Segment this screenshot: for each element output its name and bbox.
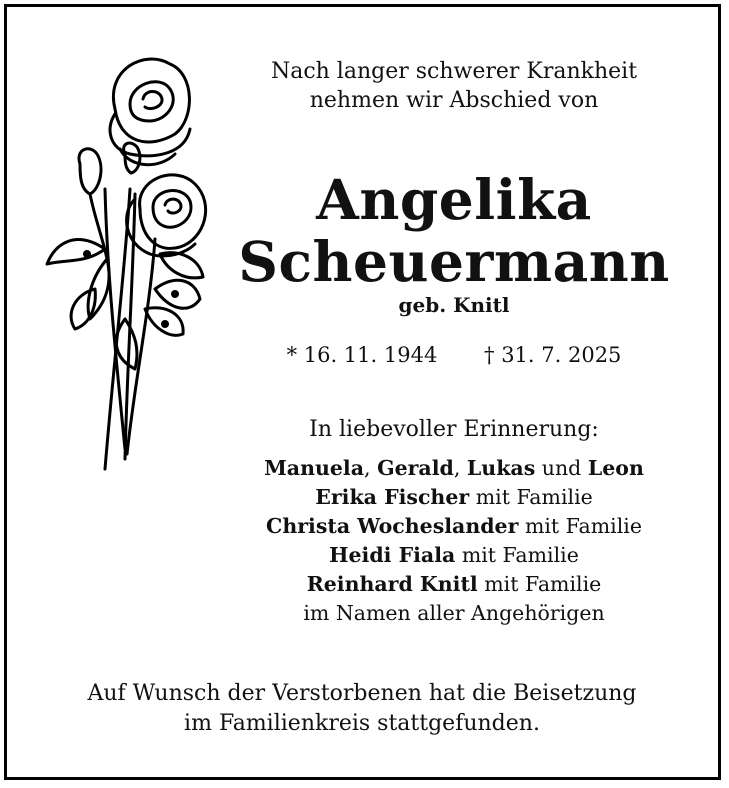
mourner-suffix: mit Familie [475,485,593,509]
mourner-suffix: mit Familie [524,514,642,538]
mourners-line-2 [225,483,683,512]
mourner-name: Heidi Fiala [329,543,456,567]
mourners-list [225,454,683,628]
death-date: † 31. 7. 2025 [484,343,622,367]
last-name: Scheuermann [238,229,670,294]
conjunction: und [541,456,582,480]
closing-line: Auf Wunsch der Verstorbenen hat die Beisetzung [87,681,637,706]
roses-illustration-icon [35,49,225,489]
mourner-suffix: mit Familie [461,543,579,567]
birth-date: * 16. 11. 1944 [286,343,438,367]
first-name: Angelika [316,167,592,232]
mourner-name: Gerald [377,456,454,480]
deceased-name [225,169,683,293]
closing-text [27,679,697,739]
memory-line: In liebevoller Erinnerung: [309,417,599,442]
maiden-name: geb. Knitl [398,293,510,317]
intro-line: nehmen wir Abschied von [309,88,599,113]
mourners-line-3 [225,512,683,541]
separator: , [453,456,461,480]
mourner-name: Christa Wocheslander [266,514,519,538]
mourner-name: Manuela [264,456,364,480]
separator: , [364,456,371,480]
mourners-line-4 [225,541,683,570]
mourners-line-1 [225,454,683,483]
mourner-name: Reinhard Knitl [306,572,478,596]
mourners-line-6: im Namen aller Angehörigen [303,601,605,625]
intro-text [225,57,683,115]
closing-line: im Familienkreis stattgefunden. [184,711,540,736]
mourner-suffix: mit Familie [484,572,602,596]
life-dates [225,343,683,367]
mourners-line-5 [225,570,683,599]
mourner-name: Lukas [466,456,536,480]
intro-line: Nach langer schwerer Krankheit [270,59,638,84]
mourner-name: Leon [587,456,644,480]
obituary-notice [4,4,721,780]
mourner-name: Erika Fischer [315,485,470,509]
